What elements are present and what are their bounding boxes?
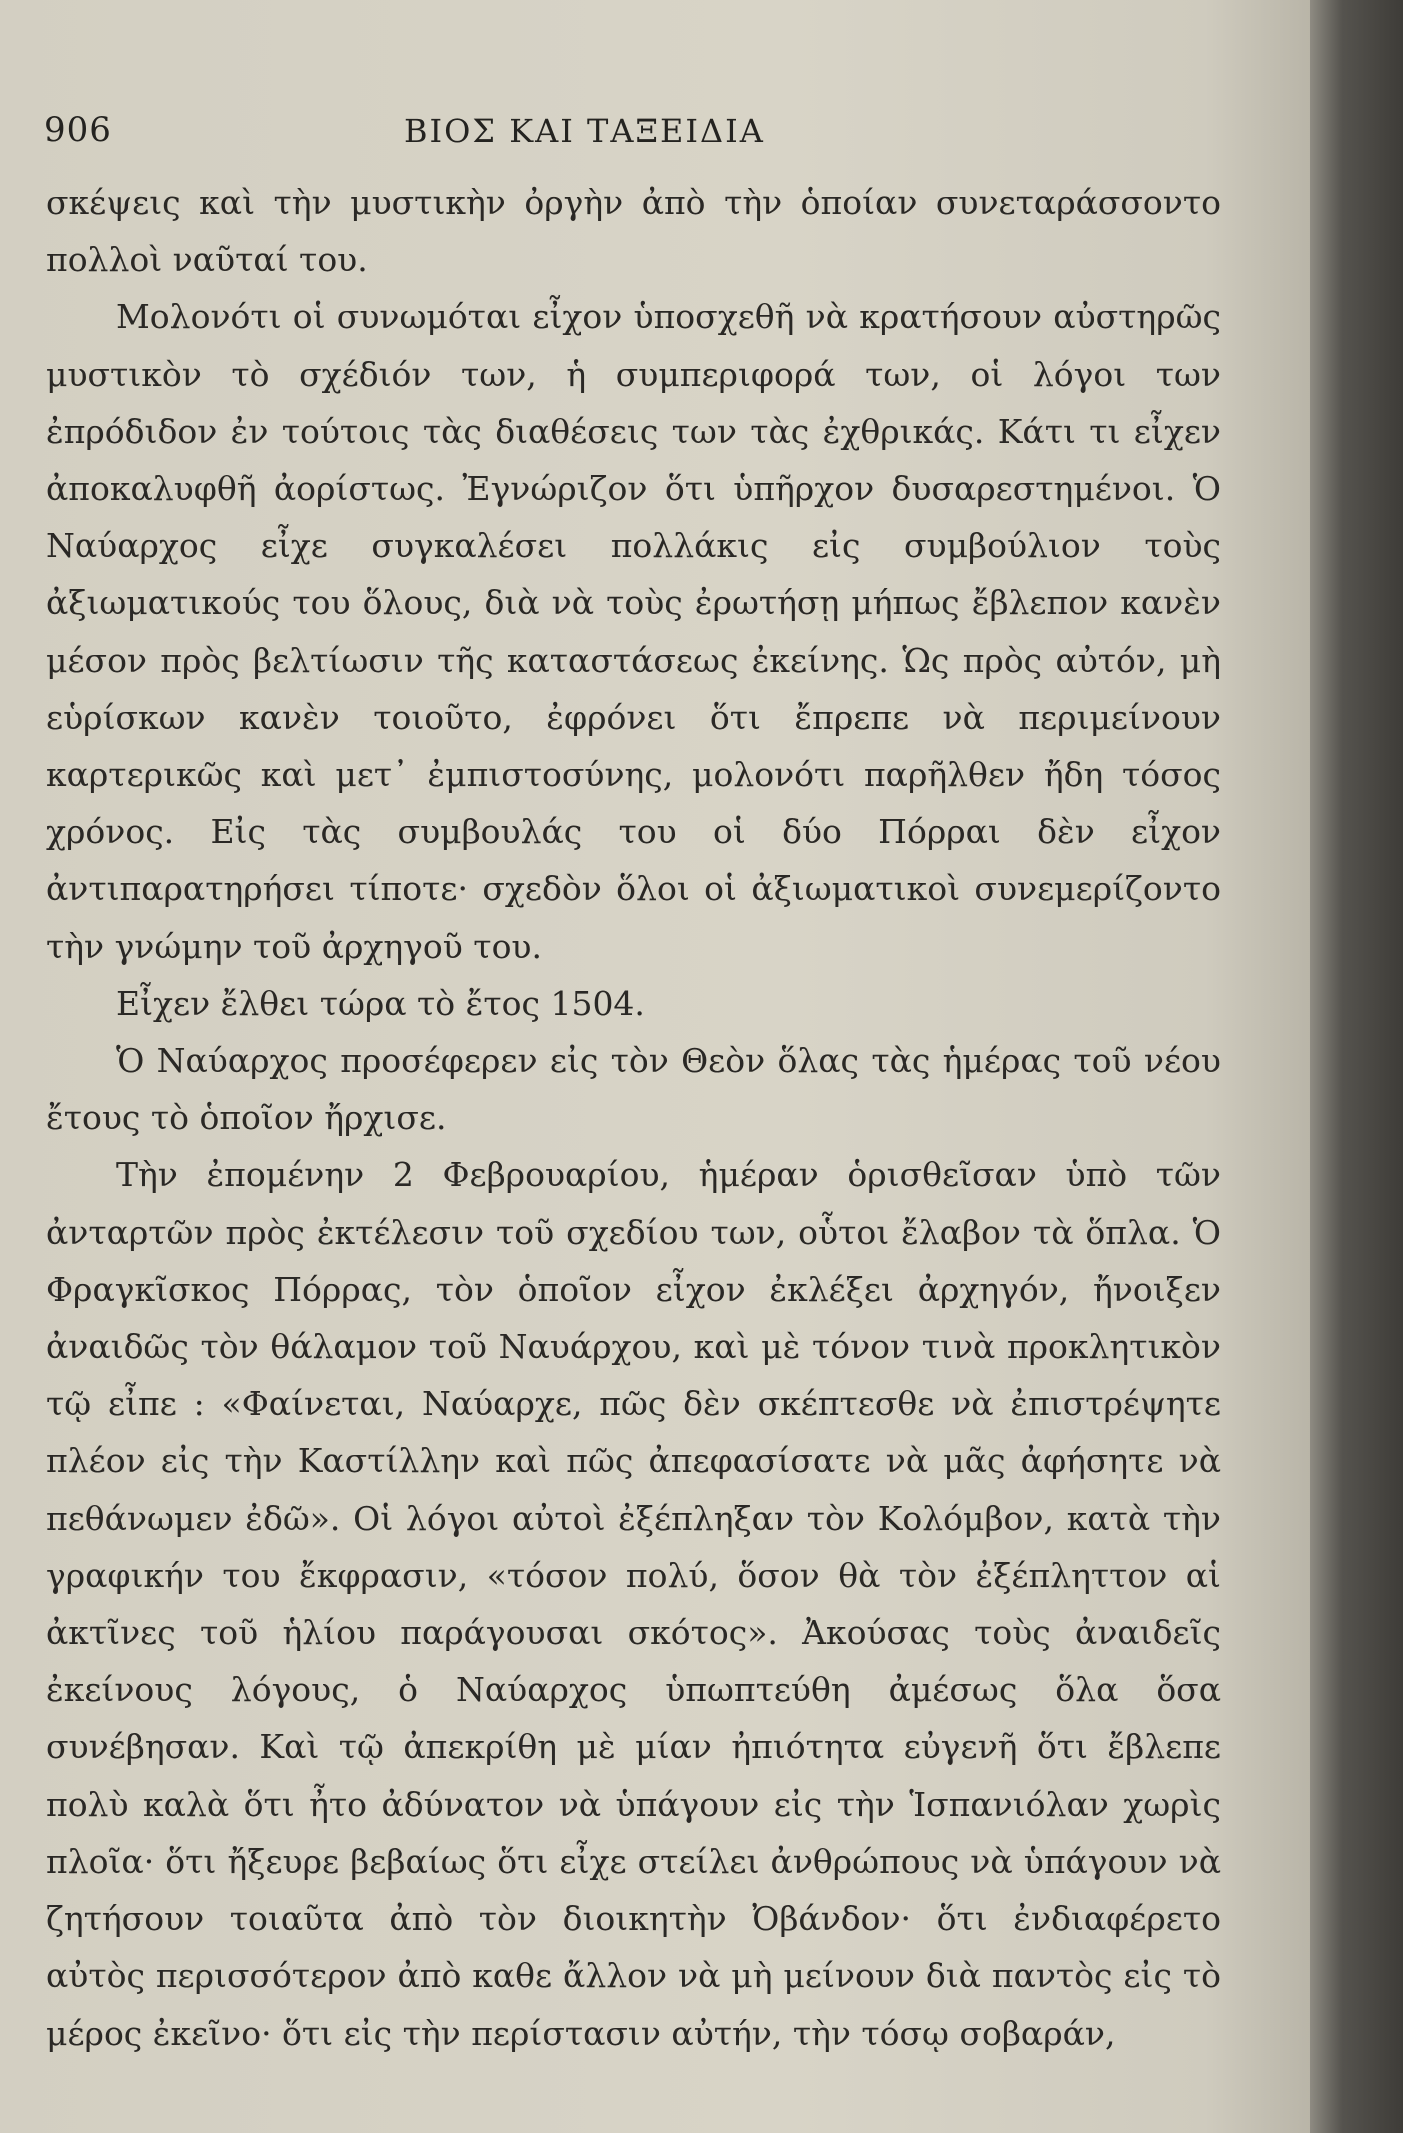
page-header — [44, 110, 1234, 160]
paragraph-february-revolt: Τὴν ἐπομένην 2 Φεβρουαρίου, ἡμέραν ὁρισθεῖσαν ὑπὸ τῶν ἀνταρτῶν πρὸς ἐκτέλεσιν τοῦ σχεδίου των, οὗτοι ἔλαβον τὰ ὅπλα. Ὁ Φραγκῖσκος Πόρρας, τὸν ὁποῖον εἶχον ἐκλέξει ἀρχηγόν, ἤνοιξεν ἀναιδῶς τὸν θάλαμον τοῦ Ναυάρχου, καὶ μὲ τόνον τινὰ προκλητικὸν τῷ εἶπε : «Φαίνεται, Ναύαρχε, πῶς δὲν σκέπτεσθε νὰ ἐπιστρέψητε πλέον εἰς τὴν Καστίλλην καὶ πῶς ἀπεφασίσατε νὰ μᾶς ἀφήσητε νὰ πεθάνωμεν ἐδῶ». Οἱ λόγοι αὐτοὶ ἐξέπληξαν τὸν Κολόμβον, κατὰ τὴν γραφικήν του ἔκφρασιν, «τόσον πολύ, ὅσον θὰ τὸν ἐξέπληττον αἱ ἀκτῖνες τοῦ ἡλίου παράγουσαι σκότος». Ἀκούσας τοὺς ἀναιδεῖς ἐκείνους λόγους, ὁ Ναύαρχος ὑπωπτεύθη ἀμέσως ὅλα ὅσα συνέβησαν. Καὶ τῷ ἀπεκρίθη μὲ μίαν ἠπιότητα εὐγενῆ ὅτι ἔβλεπε πολὺ καλὰ ὅτι ἦτο ἀδύνατον νὰ ὑπάγουν εἰς τὴν Ἱσπανιόλαν χωρὶς πλοῖα· ὅτι ἤξευρε βεβαίως ὅτι εἶχε στείλει ἀνθρώπους νὰ ὑπάγουν νὰ ζητήσουν τοιαῦτα ἀπὸ τὸν διοικητὴν Ὀβάνδον· ὅτι ἐνδιαφέρετο αὐτὸς περισσότερον ἀπὸ καθε ἄλλον νὰ μὴ μείνουν διὰ παντὸς εἰς τὸ μέρος ἐκεῖνο· ὅτι εἰς τὴν περίστασιν αὐτήν, τὴν τόσῳ σοβαράν, — [46, 1155, 1221, 2053]
paragraph-conspirators: Μολονότι οἱ συνωμόται εἶχον ὑποσχεθῆ νὰ κρατήσουν αὐστηρῶς μυστικὸν τὸ σχέδιόν των, ἡ συμπεριφορά των, οἱ λόγοι των ἐπρόδιδον ἐν τούτοις τὰς διαθέσεις των τὰς ἐχθρικάς. Κάτι τι εἶχεν ἀποκαλυφθῆ ἀορίστως. Ἐγνώριζον ὅτι ὑπῆρχον δυσαρεστημένοι. Ὁ Ναύαρχος εἶχε συγκαλέσει πολλάκις εἰς συμβούλιον τοὺς ἀξιωματικούς του ὅλους, διὰ νὰ τοὺς ἐρωτήσῃ μήπως ἔβλεπον κανὲν μέσον πρὸς βελτίωσιν τῆς καταστάσεως ἐκείνης. Ὡς πρὸς αὐτόν, μὴ εὑρίσκων κανὲν τοιοῦτο, ἐφρόνει ὅτι ἔπρεπε νὰ περιμείνουν καρτερικῶς καὶ μετ᾽ ἐμπιστοσύνης, μολονότι παρῆλθεν ἤδη τόσος χρόνος. Εἰς τὰς συμβουλάς του οἱ δύο Πόρραι δὲν εἶχον ἀντιπαρατηρήσει τίποτε· σχεδὸν ὅλοι οἱ ἀξιωματικοὶ συνεμερίζοντο τὴν γνώμην τοῦ ἀρχηγοῦ του. — [46, 297, 1221, 966]
book-gutter-shadow — [1310, 0, 1403, 2133]
paragraph-continuation: σκέψεις καὶ τὴν μυστικὴν ὀργὴν ἀπὸ τὴν ὁποίαν συνεταράσσοντο πολλοὶ ναῦταί του. — [46, 183, 1221, 280]
paragraph-year-1504: Εἶχεν ἔλθει τώρα τὸ ἔτος 1504. — [116, 983, 645, 1023]
page-number: 906 — [44, 110, 112, 150]
running-title: ΒΙΟΣ ΚΑΙ ΤΑΞΕΙΔΙΑ — [404, 112, 765, 150]
text-body — [46, 174, 1221, 2062]
paragraph-new-year: Ὁ Ναύαρχος προσέφερεν εἰς τὸν Θεὸν ὅλας τὰς ἡμέρας τοῦ νέου ἔτους τὸ ὁποῖον ἤρχισε. — [46, 1041, 1221, 1138]
